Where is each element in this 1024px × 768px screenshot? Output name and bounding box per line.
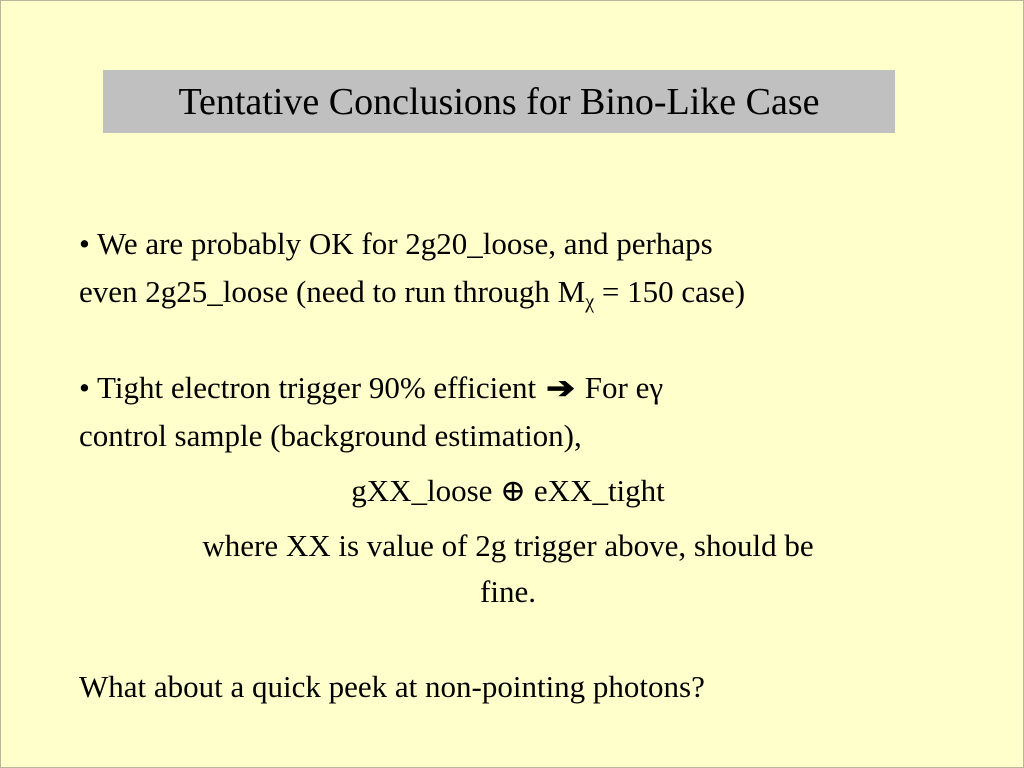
title-box (103, 70, 895, 133)
bullet-1-line-1: • We are probably OK for 2g20_loose, and perhaps (79, 226, 713, 261)
bullet-1-line-2-suffix: = 150 case) (594, 274, 746, 309)
chi-subscript: χ (585, 291, 595, 313)
bullet-2-line-1 (79, 364, 663, 413)
bullet-2-line-2: control sample (background estimation), (79, 418, 582, 453)
bullet-1-line-2-prefix: even 2g25_loose (need to run through M (79, 274, 586, 309)
trigger-formula: gXX_loose ⊕ eXX_tight (351, 473, 665, 508)
explanation-line-1: where XX is value of 2g trigger above, should be (202, 528, 814, 563)
explanation-line-2: fine. (480, 574, 536, 609)
bullet-2-line-1-suffix: For eγ (584, 370, 664, 405)
bullet-1-line-2 (79, 268, 745, 320)
slide-title: Tentative Conclusions for Bino-Like Case (178, 80, 820, 123)
bullet-2-line-1-prefix: • Tight electron trigger 90% efficient (79, 370, 537, 405)
closing-question: What about a quick peek at non-pointing photons? (79, 669, 705, 704)
right-arrow-icon: ➔ (545, 372, 575, 405)
